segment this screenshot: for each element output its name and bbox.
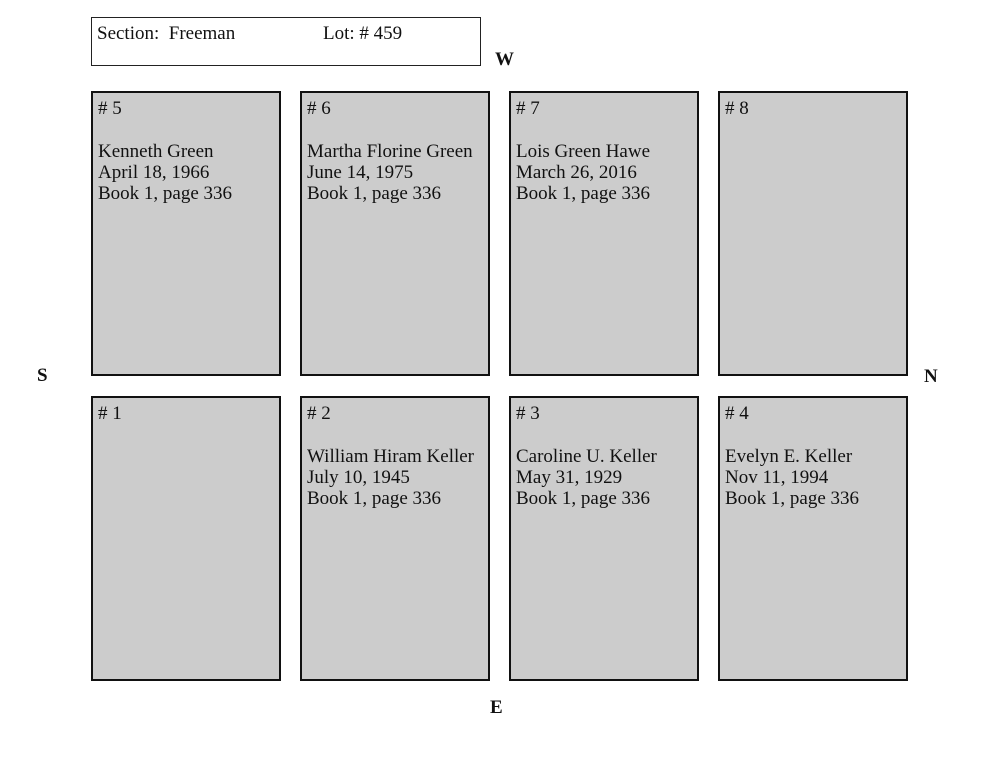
plot-info [307, 141, 473, 204]
plot-record-ref: Book 1, page 336 [516, 488, 651, 509]
lot-number-label: Lot: # 459 [323, 23, 403, 44]
plot-7 [509, 91, 699, 376]
section-label: Section: Freeman [97, 23, 236, 44]
plot-number: # 3 [516, 403, 540, 424]
plot-record-ref: Book 1, page 336 [725, 488, 860, 509]
plot-info [516, 141, 650, 204]
plot-number: # 1 [98, 403, 122, 424]
compass-south: S [37, 365, 48, 386]
plot-number: # 2 [307, 403, 331, 424]
lot-header-box [91, 17, 481, 66]
compass-east: E [490, 697, 503, 718]
plot-occupant-name: William Hiram Keller [307, 446, 475, 467]
plot-record-ref: Book 1, page 336 [516, 183, 651, 204]
plot-occupant-name: Martha Florine Green [307, 141, 473, 162]
plot-occupant-name: Kenneth Green [98, 141, 214, 162]
plot-occupant-name: Lois Green Hawe [516, 141, 651, 162]
plot-burial-date: May 31, 1929 [516, 467, 623, 488]
plot-8 [718, 91, 908, 376]
plot-6 [300, 91, 490, 376]
plot-burial-date: Nov 11, 1994 [725, 467, 829, 488]
plot-info [307, 446, 474, 509]
plot-burial-date: April 18, 1966 [98, 162, 210, 183]
compass-west: W [495, 49, 514, 70]
plot-number: # 5 [98, 98, 122, 119]
plot-info [98, 141, 232, 204]
plot-occupant-name: Caroline U. Keller [516, 446, 657, 467]
plot-3 [509, 396, 699, 681]
plot-1 [91, 396, 281, 681]
plot-record-ref: Book 1, page 336 [307, 183, 442, 204]
plot-2 [300, 396, 490, 681]
plot-record-ref: Book 1, page 336 [98, 183, 233, 204]
plot-burial-date: July 10, 1945 [307, 467, 410, 488]
compass-north: N [924, 366, 938, 387]
plot-record-ref: Book 1, page 336 [307, 488, 442, 509]
plot-info [725, 446, 859, 509]
plot-4 [718, 396, 908, 681]
plot-burial-date: June 14, 1975 [307, 162, 414, 183]
plot-burial-date: March 26, 2016 [516, 162, 637, 183]
plot-occupant-name: Evelyn E. Keller [725, 446, 853, 467]
plot-info [516, 446, 657, 509]
plot-number: # 6 [307, 98, 331, 119]
plot-5 [91, 91, 281, 376]
plot-number: # 4 [725, 403, 749, 424]
plot-number: # 8 [725, 98, 749, 119]
plot-number: # 7 [516, 98, 540, 119]
